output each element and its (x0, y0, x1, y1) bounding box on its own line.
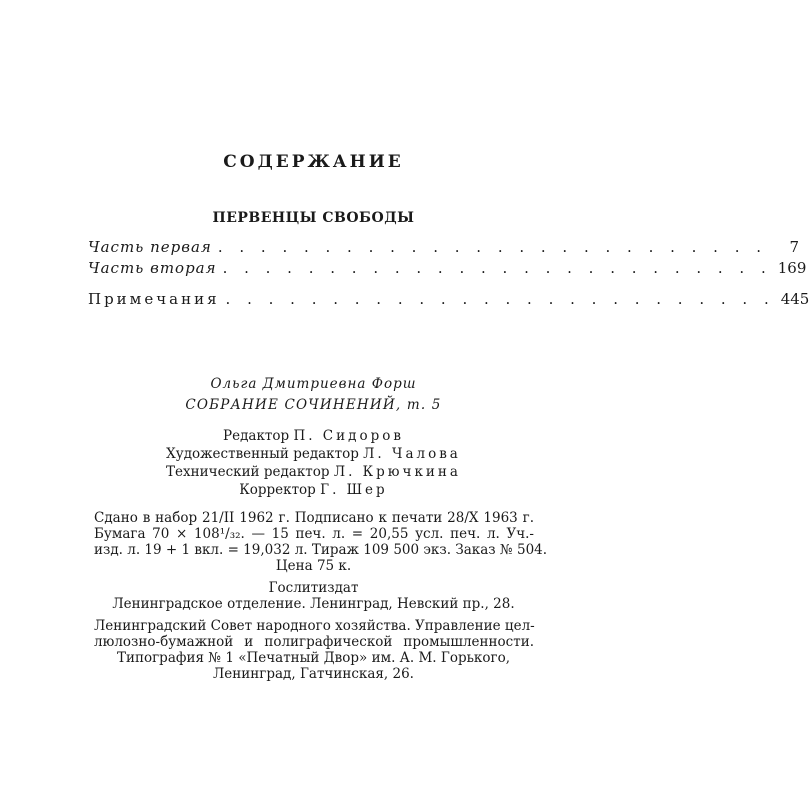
print-info-line: Бумага 70 × 108¹/₃₂. — 15 печ. л. = 20,55 усл. печ. л. Уч.- (94, 526, 534, 542)
print-info-line: Сдано в набор 21/II 1962 г. Подписано к печати 28/X 1963 г. (94, 510, 534, 526)
credit-name: Л. Чалова (363, 446, 461, 462)
toc-page-number: 445 (780, 290, 809, 308)
toc-label: Часть первая (88, 238, 212, 256)
credit-role: Технический редактор (166, 464, 330, 480)
toc-entry-notes (88, 290, 809, 310)
printer-line: Типография № 1 «Печатный Двор» им. А. М. Горького, (116, 650, 510, 666)
toc-leader-dots: . . . . . . . . . . . . . . . . . . . . . . . . . . (222, 259, 772, 277)
toc-label: Примечания (88, 290, 220, 308)
publisher-address: Ленинградское отделение. Ленинград, Невский пр., 28. (112, 596, 515, 612)
credit-tech-editor (0, 464, 627, 480)
printer-line: Ленинградский Совет народного хозяйства. Управление цел- (94, 618, 535, 634)
book-title: ПЕРВЕНЦЫ СВОБОДЫ (212, 210, 415, 226)
toc-leader-dots: . . . . . . . . . . . . . . . . . . . . . . . . . . (217, 238, 768, 256)
credit-name: П. Сидоров (293, 428, 404, 444)
toc-page-number: 169 (777, 259, 807, 277)
credit-editor (0, 428, 627, 444)
toc-label: Часть вторая (88, 259, 217, 277)
colophon-author: Ольга Дмитриевна Форш (210, 376, 417, 392)
toc-leader-dots: . . . . . . . . . . . . . . . . . . . . . . . . . . (225, 290, 775, 308)
toc-page-number: 7 (789, 238, 800, 256)
credit-role: Художественный редактор (166, 446, 359, 462)
toc-entry-part-one (88, 238, 800, 258)
price-line: Цена 75 к. (275, 558, 352, 574)
print-info-line: изд. л. 19 + 1 вкл. = 19,032 л. Тираж 109 500 экз. Заказ № 504. (94, 542, 548, 558)
credit-name: Г. Шер (320, 482, 388, 498)
credit-proofreader (0, 482, 627, 498)
toc-entry-part-two (88, 259, 807, 279)
printer-line: Ленинград, Гатчинская, 26. (213, 666, 414, 682)
colophon-collection: СОБРАНИЕ СОЧИНЕНИЙ, т. 5 (185, 397, 442, 413)
credit-art-editor (0, 446, 627, 462)
publisher-name: Гослитиздат (268, 580, 359, 596)
printer-line: люлозно-бумажной и полиграфической промышленности. (94, 634, 534, 650)
page-title: СОДЕРЖАНИЕ (223, 152, 404, 172)
credit-role: Редактор (223, 428, 290, 444)
credit-role: Корректор (239, 482, 316, 498)
credit-name: Л. Крючкина (333, 464, 461, 480)
